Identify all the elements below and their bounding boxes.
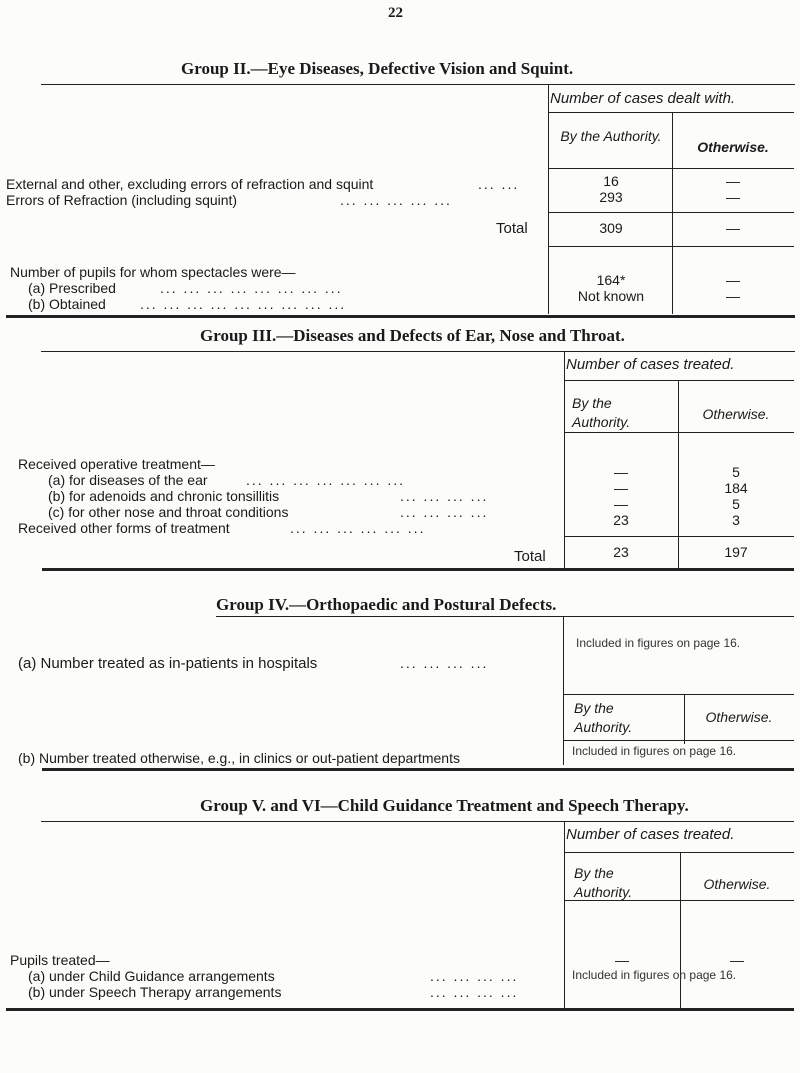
group3-heading: Received operative treatment—	[18, 456, 215, 472]
group4-top-rule	[216, 616, 794, 617]
group5-heading: Pupils treated—	[10, 952, 110, 968]
group3-top-rule	[41, 351, 795, 352]
group3-row-label: (b) for adenoids and chronic tonsillitis	[48, 488, 280, 504]
group4-col-otherwise: Otherwise.	[705, 709, 773, 725]
group5-authority-value: —	[615, 952, 629, 968]
group3-col-otherwise: Otherwise.	[702, 406, 770, 422]
group2-spectacles-dots: ... ... ... ... ... ... ... ... ...	[140, 296, 347, 312]
group3-total-otherwise: 197	[724, 544, 748, 560]
group2-title: Group II.—Eye Diseases, Defective Vision and Squint.	[181, 59, 574, 78]
group3-title: Group III.—Diseases and Defects of Ear, Nose and Throat.	[200, 326, 625, 345]
group3-row-dots: ... ... ... ...	[400, 504, 489, 520]
group4-row-b-label: (b) Number treated otherwise, e.g., in clinics or out-patient departments	[18, 750, 460, 766]
group2-row-authority: 293	[599, 189, 623, 205]
group2-col-otherwise: Otherwise.	[697, 139, 769, 155]
group3-row-otherwise: 184	[724, 480, 748, 496]
page-number: 22	[388, 5, 403, 21]
group3-subtotal-rule	[564, 536, 794, 537]
group2-spectacles-authority: Not known	[577, 288, 645, 304]
group2-subtotal-rule	[548, 212, 794, 213]
group5-row-label: (b) under Speech Therapy arrangements	[28, 984, 282, 1000]
group2-header-rule	[548, 168, 794, 169]
group5-row-label: (a) under Child Guidance arrangements	[28, 968, 275, 984]
group4-header-bottom-rule	[564, 740, 794, 741]
group3-col-authority: By the Authority.	[572, 395, 631, 430]
group4-row-a-value: Included in figures on page 16.	[576, 636, 741, 650]
group2-col-divider	[548, 84, 549, 314]
group5-caption: Number of cases treated.	[566, 826, 735, 843]
group4-title: Group IV.—Orthopaedic and Postural Defects.	[216, 595, 557, 614]
group3-row-label: (a) for diseases of the ear	[48, 472, 208, 488]
group2-spectacles-label: (a) Prescribed	[28, 280, 116, 296]
group4-col-authority: By the Authority.	[574, 700, 633, 735]
group3-total-label: Total	[514, 548, 546, 565]
group5-row-dots: ... ... ... ...	[430, 968, 519, 984]
group2-spectacles-label: (b) Obtained	[28, 296, 106, 312]
group5-title: Group V. and VI—Child Guidance Treatment and Speech Therapy.	[200, 796, 689, 815]
group3-row-authority: —	[614, 496, 628, 512]
group2-total-rule	[548, 246, 794, 247]
group3-row-authority: —	[614, 464, 628, 480]
group4-row-a-label: (a) Number treated as in-patients in hospitals	[18, 655, 318, 672]
group5-otherwise-value: —	[730, 952, 744, 968]
group4-col-divider	[563, 617, 564, 765]
group5-header-rule	[564, 900, 794, 901]
group5-bottom-rule	[6, 1008, 794, 1011]
group3-caption: Number of cases treated.	[566, 356, 735, 373]
group2-top-rule	[41, 84, 795, 85]
group3-other-authority: 23	[613, 512, 629, 528]
group2-row-otherwise: —	[726, 189, 740, 205]
group2-row-otherwise: —	[726, 173, 740, 189]
group4-row-a-dots: ... ... ... ...	[400, 655, 489, 671]
group5-note: Included in figures on page 16.	[572, 968, 737, 982]
group2-spectacles-authority: 164*	[596, 272, 626, 288]
group3-row-otherwise: 5	[732, 496, 740, 512]
group2-spectacles-dots: ... ... ... ... ... ... ... ...	[160, 280, 343, 296]
group2-row-label: Errors of Refraction (including squint)	[6, 192, 238, 208]
group3-other-dots: ... ... ... ... ... ...	[290, 520, 426, 536]
group5-col-otherwise: Otherwise.	[703, 876, 771, 892]
group2-total-label: Total	[496, 220, 528, 237]
group2-caption: Number of cases dealt with.	[550, 90, 736, 107]
group5-col-divider	[564, 822, 565, 1008]
group5-row-dots: ... ... ... ...	[430, 984, 519, 1000]
group2-col-authority: By the Authority.	[560, 128, 662, 144]
group2-total-otherwise: —	[726, 220, 740, 236]
group2-caption-rule	[548, 112, 794, 113]
group3-row-authority: —	[614, 480, 628, 496]
group5-top-rule	[41, 821, 794, 822]
group3-row-label: (c) for other nose and throat conditions	[48, 504, 289, 520]
group3-row-dots: ... ... ... ...	[400, 488, 489, 504]
group3-row-dots: ... ... ... ... ... ... ...	[246, 472, 406, 488]
group2-row-authority: 16	[603, 173, 619, 189]
group3-header-rule	[564, 432, 794, 433]
group2-spectacles-otherwise: —	[726, 288, 740, 304]
group2-row-label: External and other, excluding errors of refraction and squint	[6, 176, 374, 192]
group3-other-label: Received other forms of treatment	[18, 520, 230, 536]
group2-total-authority: 309	[599, 220, 623, 236]
group4-bottom-rule	[42, 768, 794, 771]
group2-bottom-rule	[6, 315, 795, 318]
group2-row-dots: ... ...	[478, 176, 520, 192]
group2-row-dots: ... ... ... ... ...	[340, 192, 452, 208]
group4-header-top-rule	[564, 694, 794, 695]
group3-bottom-rule	[42, 568, 794, 571]
group5-caption-rule	[564, 852, 794, 853]
group5-col-authority: By the Authority.	[574, 865, 633, 900]
group3-other-otherwise: 3	[732, 512, 740, 528]
group3-caption-rule	[564, 380, 794, 381]
group3-row-otherwise: 5	[732, 464, 740, 480]
group2-spectacles-otherwise: —	[726, 272, 740, 288]
group3-total-authority: 23	[613, 544, 629, 560]
group4-row-b-value: Included in figures on page 16.	[572, 744, 737, 758]
group2-spectacles-heading: Number of pupils for whom spectacles were—	[10, 264, 296, 280]
